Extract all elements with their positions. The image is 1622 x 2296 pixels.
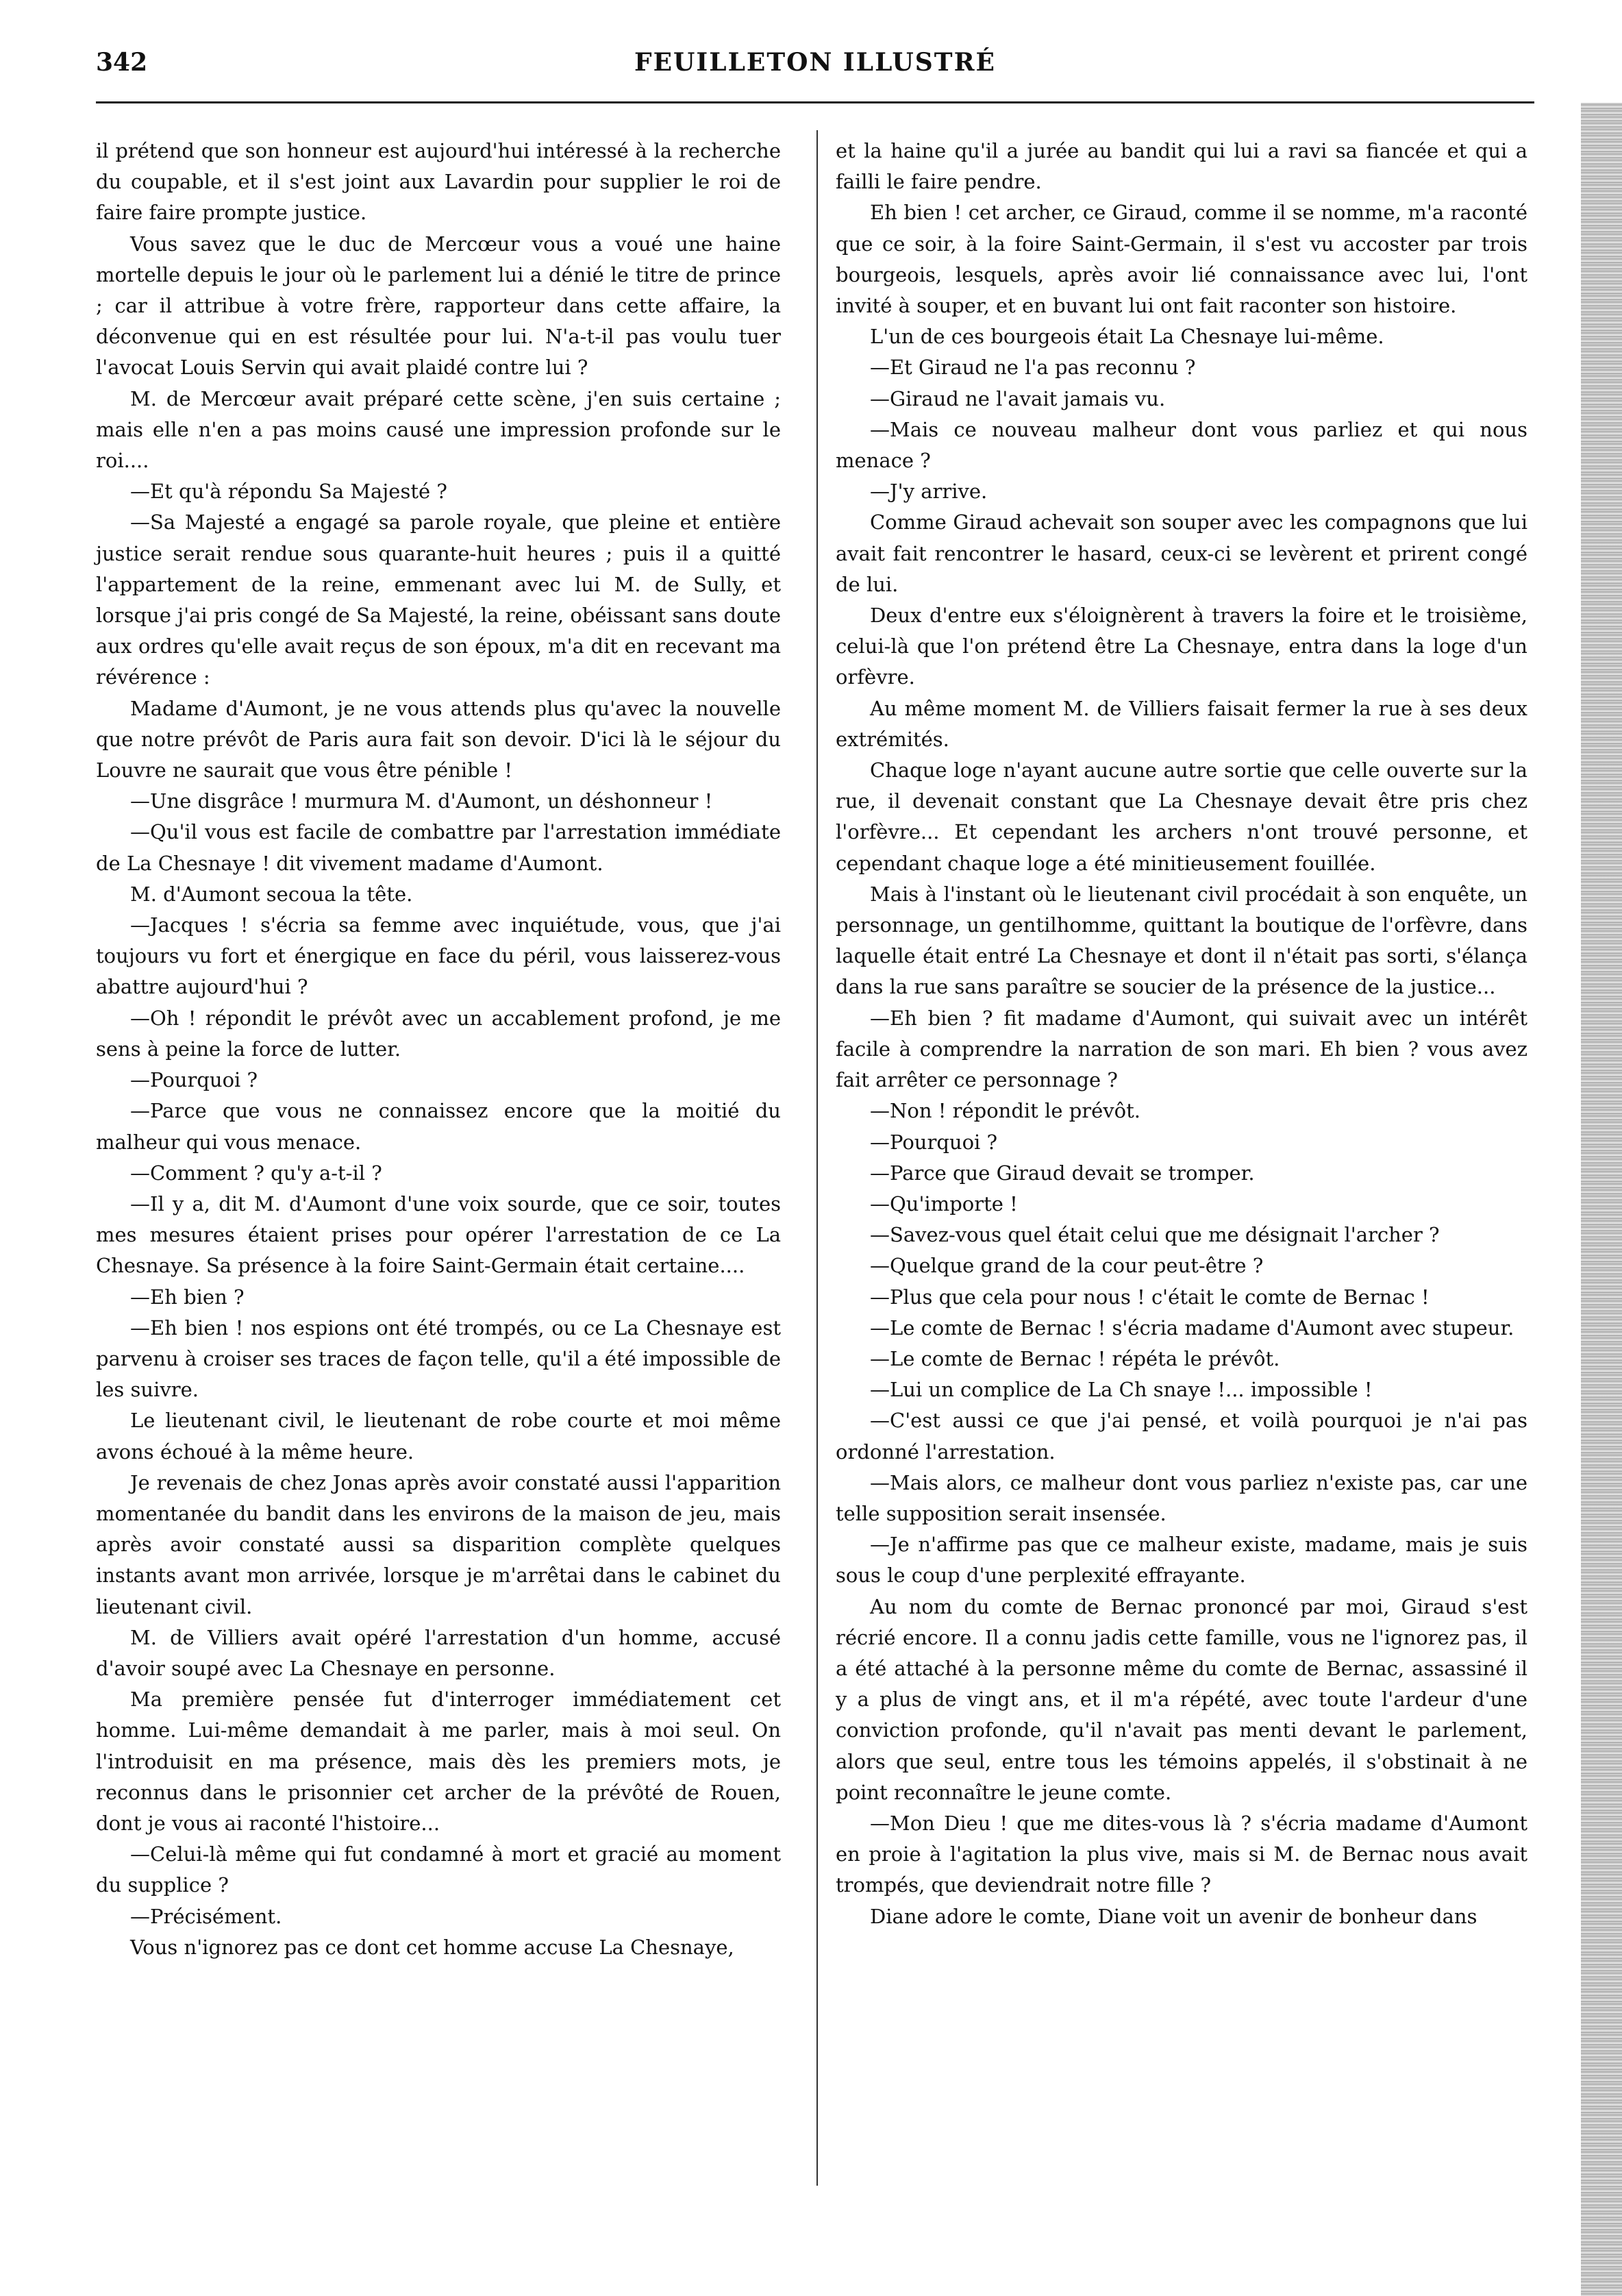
paragraph: Comme Giraud achevait son souper avec les compagnons que lui avait fait rencontrer le hasard, ceux-ci se levèrent et prirent congé de lui. (836, 510, 1527, 596)
paragraph: —Plus que cela pour nous ! c'était le comte de Bernac ! (870, 1285, 1430, 1309)
paragraph: —Parce que vous ne connaissez encore que la moitié du malheur qui vous menace. (96, 1099, 781, 1154)
page-number: 342 (96, 48, 148, 77)
paragraph: —Mon Dieu ! que me dites-vous là ? s'écria madame d'Aumont en proie à l'agitation la plus vive, mais si M. de Bernac nous avait trompés, que deviendrait notre fille ? (836, 1811, 1527, 1897)
paragraph: L'un de ces bourgeois était La Chesnaye lui-même. (870, 325, 1384, 349)
paragraph: Ma première pensée fut d'interroger immédiatement cet homme. Lui-même demandait à me parler, mais à moi seul. On l'introduisit en ma présence, mais dès les premiers mots, je reconnus dans le prisonnier cet archer de la prévôté de Rouen, dont je vous ai raconté l'histoire... (96, 1688, 781, 1835)
header-rule (96, 101, 1534, 103)
paragraph: —Sa Majesté a engagé sa parole royale, que pleine et entière justice serait rendue sous quarante-huit heures ; puis il a quitté l'appartement de la reine, emmenant avec lui M. de Sully, et lorsque j'ai pris congé de Sa Majesté, la reine, obéissant sans doute aux ordres qu'elle avait reçus de son époux, m'a dit en recevant ma révérence : (96, 510, 781, 689)
paragraph: —Le comte de Bernac ! s'écria madame d'Aumont avec stupeur. (870, 1316, 1514, 1340)
paragraph: —C'est aussi ce que j'ai pensé, et voilà pourquoi je n'ai pas ordonné l'arrestation. (836, 1409, 1527, 1464)
page-binding-edge (1581, 103, 1622, 2296)
paragraph: Mais à l'instant où le lieutenant civil procédait à son enquête, un personnage, un gentilhomme, quittant la boutique de l'orfèvre, dans laquelle était entré La Chesnaye et dont il n'était pas sorti, s'élança dans la rue sans paraître se soucier de la présence de la justice... (836, 882, 1527, 999)
paragraph: —Eh bien ? fit madame d'Aumont, qui suivait avec un intérêt facile à comprendre la narration de son mari. Eh bien ? vous avez fait arrêter ce personnage ? (836, 1006, 1527, 1092)
right-column (836, 136, 1527, 1932)
paragraph: Eh bien ! cet archer, ce Giraud, comme il se nomme, m'a raconté que ce soir, à la foire Saint-Germain, il s'est vu accoster par trois bourgeois, lesquels, après avoir lié connaissance avec lui, l'ont invité à souper, et en buvant lui ont fait raconter son histoire. (836, 201, 1527, 318)
paragraph: —Et Giraud ne l'a pas reconnu ? (870, 356, 1196, 380)
paragraph: —Le comte de Bernac ! répéta le prévôt. (870, 1346, 1280, 1370)
running-title: FEUILLETON ILLUSTRÉ (634, 48, 996, 77)
left-column (96, 136, 781, 1963)
paragraph: —Qu'il vous est facile de combattre par l'arrestation immédiate de La Chesnaye ! dit vivement madame d'Aumont. (96, 820, 781, 875)
paragraph: —Mais ce nouveau malheur dont vous parliez et qui nous menace ? (836, 417, 1527, 473)
paragraph: —Savez-vous quel était celui que me désignait l'archer ? (870, 1223, 1440, 1247)
paragraph: Au même moment M. de Villiers faisait fermer la rue à ses deux extrémités. (836, 696, 1527, 751)
paragraph: —Comment ? qu'y a-t-il ? (130, 1161, 382, 1185)
paragraph: —Qu'importe ! (870, 1192, 1018, 1215)
paragraph: Deux d'entre eux s'éloignèrent à travers la foire et le troisième, celui-là que l'on prétend être La Chesnaye, entra dans la loge d'un orfèvre. (836, 604, 1527, 689)
paragraph: —Mais alors, ce malheur dont vous parliez n'existe pas, car une telle supposition serait insensée. (836, 1470, 1527, 1525)
page-header (96, 48, 1534, 96)
paragraph: —Jacques ! s'écria sa femme avec inquiétude, vous, que j'ai toujours vu fort et énergique en face du péril, vous laisserez-vous abattre aujourd'hui ? (96, 913, 781, 999)
paragraph: —Il y a, dit M. d'Aumont d'une voix sourde, que ce soir, toutes mes mesures étaient prises pour opérer l'arrestation de ce La Chesnaye. Sa présence à la foire Saint-Germain était certaine.... (96, 1192, 781, 1278)
paragraph: Vous savez que le duc de Mercœur vous a voué une haine mortelle depuis le jour où le parlement lui a dénié le titre de prince ; car il attribue à votre frère, rapporteur dans cette affaire, la déconvenue qui en est résultée pour lui. N'a-t-il pas voulu tuer l'avocat Louis Servin qui avait plaidé contre lui ? (96, 232, 781, 380)
paragraph: —Je n'affirme pas que ce malheur existe, madame, mais je suis sous le coup d'une perplexité effrayante. (836, 1533, 1527, 1588)
paragraph: Vous n'ignorez pas ce dont cet homme accuse La Chesnaye, (130, 1935, 734, 1959)
paragraph: —Pourquoi ? (870, 1130, 998, 1154)
paragraph: Au nom du comte de Bernac prononcé par moi, Giraud s'est récrié encore. Il a connu jadis cette famille, vous ne l'ignorez pas, il a été attaché à la personne même du comte de Bernac, assassiné il y a plus de vingt ans, et il m'a répété, avec toute l'ardeur d'une conviction profonde, qu'il n'avait pas menti devant le parlement, alors que seul, entre tous les témoins appelés, il s'obstinait à ne point reconnaître le jeune comte. (836, 1594, 1527, 1804)
paragraph: Je revenais de chez Jonas après avoir constaté aussi l'apparition momentanée du bandit dans les environs de la maison de jeu, mais après avoir constaté aussi sa disparition complète quelques instants avant mon arrivée, lorsque je m'arrêtai dans le cabinet du lieutenant civil. (96, 1470, 781, 1618)
paragraph: —Quelque grand de la cour peut-être ? (870, 1254, 1264, 1278)
paragraph: —Non ! répondit le prévôt. (870, 1099, 1140, 1123)
paragraph: —Eh bien ? (130, 1285, 245, 1309)
paragraph: —Lui un complice de La Ch snaye !... impossible ! (870, 1378, 1373, 1402)
paragraph: M. de Mercœur avait préparé cette scène, j'en suis certaine ; mais elle n'en a pas moins causé une impression profonde sur le roi.... (96, 386, 781, 473)
paragraph: —Parce que Giraud devait se tromper. (870, 1161, 1255, 1185)
column-divider (816, 130, 818, 2186)
paragraph: M. d'Aumont secoua la tête. (130, 882, 413, 906)
paragraph: —Et qu'à répondu Sa Majesté ? (130, 480, 447, 504)
paragraph: —Eh bien ! nos espions ont été trompés, ou ce La Chesnaye est parvenu à croiser ses traces de façon telle, qu'il a été impossible de les suivre. (96, 1316, 781, 1402)
paragraph: —Oh ! répondit le prévôt avec un accablement profond, je me sens à peine la force de lutter. (96, 1006, 781, 1061)
paragraph: —J'y arrive. (870, 480, 988, 504)
paragraph: Diane adore le comte, Diane voit un avenir de bonheur dans (870, 1904, 1477, 1928)
paragraph: —Giraud ne l'avait jamais vu. (870, 386, 1166, 410)
paragraph: et la haine qu'il a jurée au bandit qui lui a ravi sa fiancée et qui a failli le faire pendre. (836, 139, 1527, 194)
paragraph: Madame d'Aumont, je ne vous attends plus qu'avec la nouvelle que notre prévôt de Paris aura fait son devoir. D'ici là le séjour du Louvre ne saurait que vous être pénible ! (96, 696, 781, 782)
paragraph: —Une disgrâce ! murmura M. d'Aumont, un déshonneur ! (130, 789, 713, 813)
paragraph: Chaque loge n'ayant aucune autre sortie que celle ouverte sur la rue, il devenait constant que La Chesnaye devait être pris chez l'orfèvre... Et cependant les archers n'ont trouvé personne, et cependant chaque loge a été minitieusement fouillée. (836, 758, 1527, 875)
paragraph: —Celui-là même qui fut condamné à mort et gracié au moment du supplice ? (96, 1842, 781, 1897)
paragraph: —Précisément. (130, 1904, 282, 1928)
paragraph: il prétend que son honneur est aujourd'hui intéressé à la recherche du coupable, et il s'est joint aux Lavardin pour supplier le roi de faire faire prompte justice. (96, 139, 781, 225)
paragraph: Le lieutenant civil, le lieutenant de robe courte et moi même avons échoué à la même heure. (96, 1409, 781, 1464)
paragraph: M. de Villiers avait opéré l'arrestation d'un homme, accusé d'avoir soupé avec La Chesnaye en personne. (96, 1625, 781, 1680)
paragraph: —Pourquoi ? (130, 1068, 258, 1092)
